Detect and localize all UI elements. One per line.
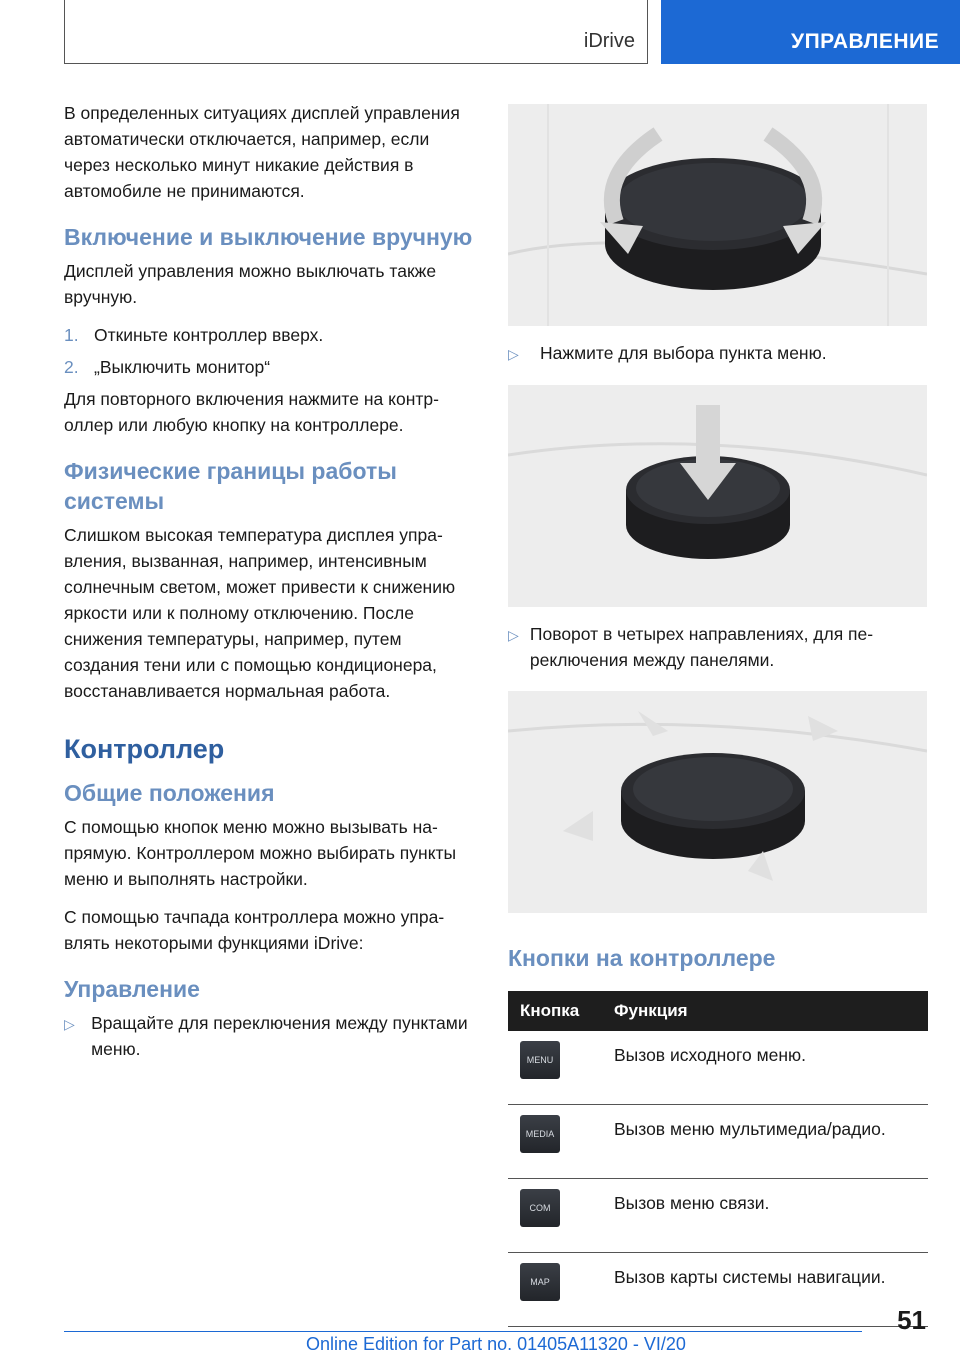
heading-manual: Включение и выключение вручную <box>64 224 473 250</box>
header-frame <box>64 0 648 64</box>
header-chapter: УПРАВЛЕНИЕ <box>661 0 960 64</box>
triangle-bullet-icon: ▷ <box>64 1016 75 1032</box>
table-row <box>508 1179 928 1253</box>
map-key-icon: MAP <box>520 1263 560 1301</box>
function-cell: Вызов меню связи. <box>602 1179 928 1253</box>
controller-rotate-illustration <box>508 104 927 326</box>
key-cell <box>508 1179 602 1253</box>
table-row <box>508 1031 928 1105</box>
footer-divider <box>64 1331 862 1332</box>
table-header-function: Функция <box>602 991 928 1031</box>
caption-tilt <box>508 621 928 673</box>
step-2 <box>64 354 480 380</box>
figure-rotate <box>508 104 927 326</box>
heading-control: Управление <box>64 976 200 1002</box>
caption-press <box>508 340 928 367</box>
menu-key-icon: MENU <box>520 1041 560 1079</box>
table-row <box>508 1105 928 1179</box>
step-1 <box>64 322 480 348</box>
table-header <box>508 991 928 1031</box>
triangle-bullet-icon: ▷ <box>508 627 519 643</box>
key-cell <box>508 1105 602 1179</box>
left-column <box>64 100 480 1070</box>
reenable-paragraph: Для повторного включения нажмите на контроллер или любую кнопку на контроллере. <box>64 389 439 435</box>
heading-limits: Физические границы работы системы <box>64 458 397 514</box>
function-cell: Вызов исходного меню. <box>602 1031 928 1105</box>
bullet-text: Вращайте для переключения между пунктами меню. <box>91 1013 468 1059</box>
intro-paragraph: В определенных ситуациях дисплей управления автоматически отключается, например, если через несколько минут никакие действия в автомобиле не принимаются. <box>64 103 460 201</box>
step-number: 2. <box>64 357 79 377</box>
right-column <box>508 104 928 1327</box>
step-text: Откиньте контроллер вверх. <box>94 325 324 345</box>
table-row <box>508 1253 928 1327</box>
page-number: 51 <box>897 1305 926 1335</box>
manual-paragraph: Дисплей управления можно выключать также вручную. <box>64 261 437 307</box>
step-number: 1. <box>64 325 79 345</box>
footer-edition: Online Edition for Part no. 01405A11320 - VI/20 <box>306 1334 686 1354</box>
step-text: „Выключить монитор“ <box>94 357 271 377</box>
figure-tilt <box>508 691 927 913</box>
bullet-rotate <box>64 1010 480 1062</box>
heading-controller: Контроллер <box>64 734 225 764</box>
table-header-button: Кнопка <box>508 991 602 1031</box>
figure-press <box>508 385 927 607</box>
general-paragraph-2: С помощью тачпада контроллера можно управлять некоторыми функциями iDrive: <box>64 907 445 953</box>
header-section: iDrive <box>583 30 635 52</box>
limits-paragraph: Слишком высокая температура дисплея управления, вызванная, например, интенсивным солнечным светом, может привести к снижению яркости или к полному отключению. После снижения температуры, например, путем создания тени или с помощью кондиционера, восстанавливается нормальная работа. <box>64 525 456 701</box>
general-paragraph-1: С помощью кнопок меню можно вызывать напрямую. Контроллером можно выбирать пункты меню и выполнять настройки. <box>64 817 457 889</box>
caption-text: Нажмите для выбора пункта меню. <box>540 343 827 363</box>
controller-press-illustration <box>508 385 927 607</box>
controller-tilt-illustration <box>508 691 927 913</box>
caption-text: Поворот в четырех направлениях, для переключения между панелями. <box>529 624 874 670</box>
function-cell: Вызов карты системы навигации. <box>602 1253 928 1327</box>
heading-buttons: Кнопки на контроллере <box>508 945 776 971</box>
triangle-bullet-icon: ▷ <box>508 346 519 362</box>
heading-general: Общие положения <box>64 780 275 806</box>
key-cell <box>508 1031 602 1105</box>
function-cell: Вызов меню мультимедиа/радио. <box>602 1105 928 1179</box>
buttons-table <box>508 991 928 1327</box>
media-key-icon: MEDIA <box>520 1115 560 1153</box>
com-key-icon: COM <box>520 1189 560 1227</box>
key-cell <box>508 1253 602 1327</box>
